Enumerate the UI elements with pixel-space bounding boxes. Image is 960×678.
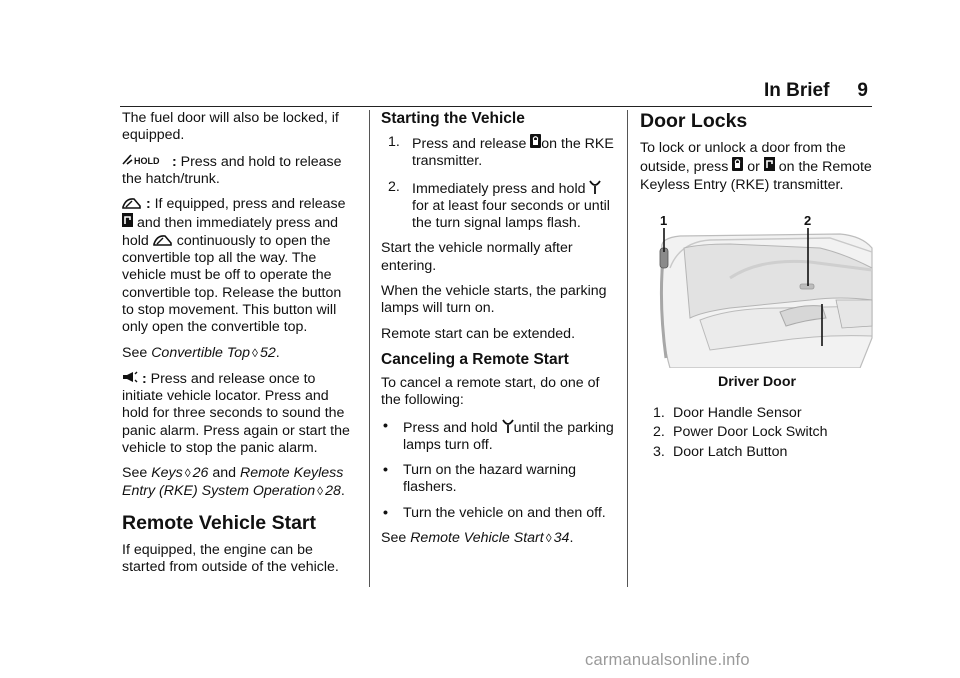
column-1 (122, 110, 356, 585)
list-item: 1. Door Handle Sensor (653, 405, 802, 422)
list-item: • Turn the vehicle on and then off. (383, 504, 606, 521)
canceling-remote-start-heading: Canceling a Remote Start (381, 350, 569, 368)
door-locks-paragraph: To lock or unlock a door from the outside, press or on the Remote Keyless Entry (RKE) transmitter. (640, 140, 872, 193)
watermark: carmanualsonline.info (585, 651, 750, 669)
remote-vehicle-start-link[interactable]: Remote Vehicle Start (410, 530, 544, 547)
column-2 (381, 110, 617, 555)
driver-door-figure (640, 208, 874, 368)
parking-lamps-paragraph: When the vehicle starts, the parking lamps will turn on. (381, 283, 607, 317)
start-steps (381, 134, 617, 232)
svg-text:HOLD: HOLD (134, 155, 160, 166)
page-ref-icon: ◊ (317, 483, 324, 498)
convertible-top-icon (122, 196, 142, 213)
column-3 (640, 110, 874, 463)
callout-1: 1 (660, 212, 668, 228)
driver-door-illustration (640, 208, 874, 368)
lock-icon (732, 157, 743, 175)
convertible-top-icon-2 (153, 233, 173, 250)
column-divider-2 (627, 110, 628, 587)
horn-locator-icon (122, 370, 138, 387)
convertible-top-link[interactable]: Convertible Top (151, 344, 251, 361)
starting-vehicle-heading: Starting the Vehicle (381, 110, 525, 127)
cancel-intro-paragraph: To cancel a remote start, do one of the following: (381, 374, 600, 409)
list-item: 2. Power Door Lock Switch (653, 424, 828, 441)
extend-paragraph: Remote start can be extended. (381, 325, 576, 342)
vehicle-locator-paragraph: : Press and release once to initiate vehicle locator. Press and hold for three seconds to sound the panic alarm. Press again or start the vehicle to stop the panic alarm. (122, 370, 350, 457)
page-header (764, 80, 868, 102)
keys-link[interactable]: Keys (151, 465, 183, 482)
door-locks-heading: Door Locks (640, 110, 748, 132)
list-item: 2. Immediately press and hold for at least four seconds or until the turn signal lamps flash. (388, 178, 610, 232)
page-ref-icon: ◊ (252, 345, 258, 360)
lock-icon (530, 134, 541, 152)
see-remote-start: See Remote Vehicle Start ◊ 34. (381, 530, 574, 547)
list-item: • Turn on the hazard warning flashers. (383, 462, 576, 496)
hatch-release-icon (122, 153, 168, 170)
list-item: 3. Door Latch Button (653, 443, 788, 460)
callout-2: 2 (804, 212, 812, 228)
page-ref-icon: ◊ (545, 531, 552, 546)
see-keys: See Keys ◊ 26 and Remote Keyless Entry (RKE) System Operation ◊ 28. (122, 465, 345, 499)
unlock-icon (122, 213, 133, 231)
list-item: • Press and hold until the parking lamps turn off. (383, 417, 614, 453)
remote-start-paragraph: If equipped, the engine can be started from outside of the vehicle. (122, 541, 339, 576)
hatch-paragraph: HOLD : Press and hold to release the hatch/trunk. (122, 153, 342, 187)
header-rule (120, 106, 872, 107)
unlock-icon (764, 157, 775, 175)
list-item: 1. Press and release on the RKE transmitter. (388, 134, 614, 170)
remote-start-icon (502, 418, 514, 437)
column-divider-1 (369, 110, 370, 587)
section-title: In Brief (763, 80, 830, 101)
page-ref-icon: ◊ (184, 466, 191, 481)
see-convertible-top: See Convertible Top ◊ 52. (122, 344, 280, 361)
page-number: 9 (857, 80, 868, 101)
rke-system-link[interactable]: Remote Keyless Entry (RKE) System Operation (122, 465, 344, 499)
convertible-top-paragraph: : If equipped, press and release and then immediately press and hold continuously to open the convertible top all the way. The vehicle must be off to operate the convertible top. Release the button to stop movement. This button will only open the convertible top. (122, 196, 346, 336)
start-normally-paragraph: Start the vehicle normally after entering. (381, 240, 573, 274)
remote-vehicle-start-heading: Remote Vehicle Start (122, 511, 316, 534)
figure-caption: Driver Door (717, 373, 797, 390)
figure-legend (640, 405, 874, 461)
cancel-options (381, 418, 617, 522)
remote-start-icon (589, 179, 601, 198)
fuel-door-paragraph: The fuel door will also be locked, if equipped. (122, 110, 339, 144)
